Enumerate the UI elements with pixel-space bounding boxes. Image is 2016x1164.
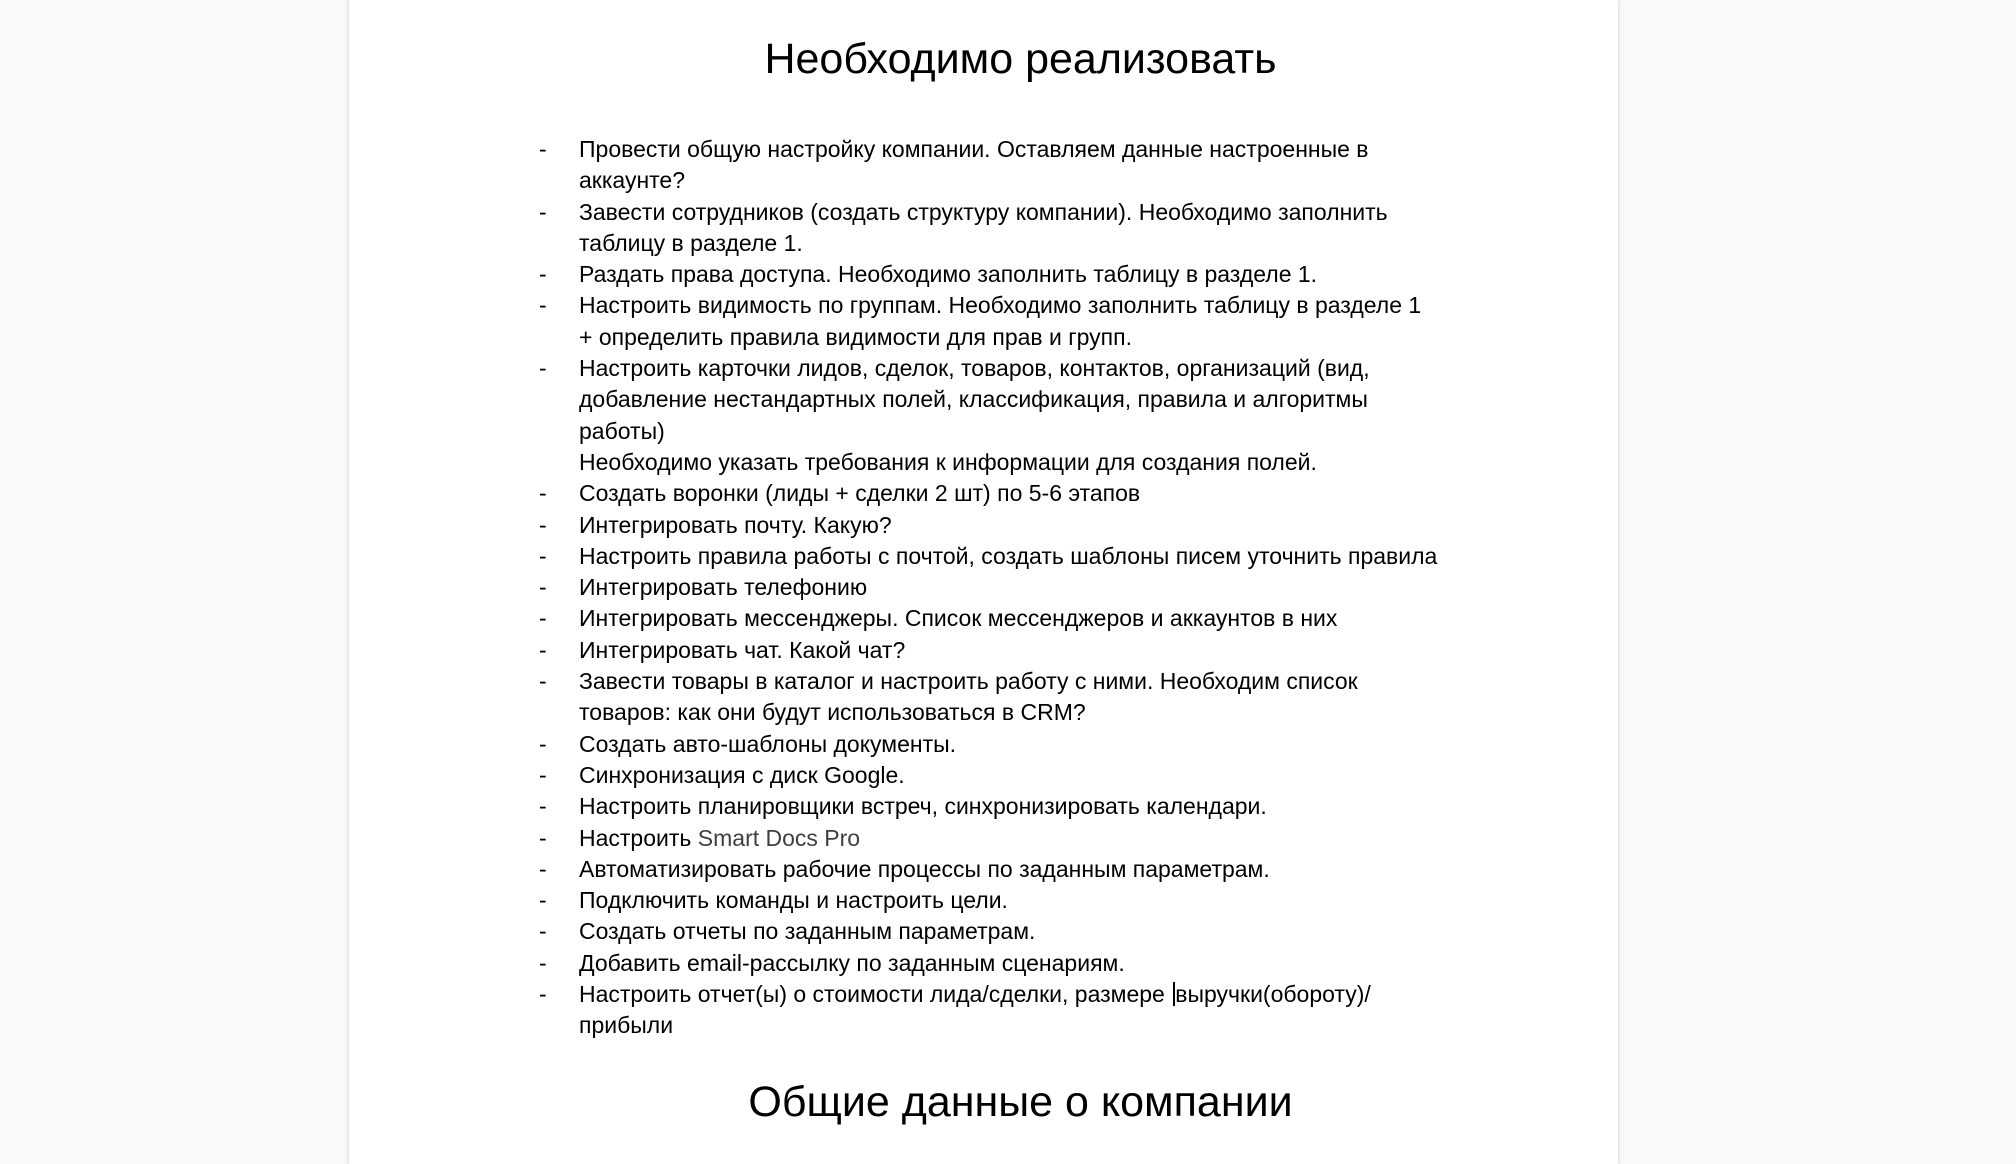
- bullet-dash: -: [539, 355, 547, 382]
- list-item-text: [579, 290, 1439, 353]
- bullet-dash: -: [539, 136, 547, 162]
- list-item: [539, 259, 1439, 290]
- bullet-dash: -: [539, 261, 547, 288]
- list-item-text: [579, 134, 1439, 197]
- list-item-label: Интегрировать чат. Какой чат?: [579, 636, 906, 663]
- list-item-label: Раздать права доступа. Необходимо заполнить таблицу в разделе 1.: [579, 261, 1318, 288]
- list-item: [539, 134, 1439, 197]
- bullet-dash: -: [539, 761, 547, 788]
- list-item: [539, 510, 1439, 541]
- list-item: [539, 916, 1439, 947]
- bullet-dash: -: [539, 574, 547, 601]
- bullet-dash: -: [539, 198, 547, 225]
- list-item: [539, 854, 1439, 885]
- list-item: [539, 885, 1439, 916]
- bullet-dash: -: [539, 793, 547, 820]
- list-item-text: [579, 478, 1439, 509]
- bullet-dash: -: [539, 511, 547, 538]
- list-item-text: [579, 948, 1439, 979]
- list-item: [539, 353, 1439, 447]
- list-item-label: Настроить отчет(ы) о стоимости лида/сделки, размере: [579, 981, 1172, 1008]
- list-item-label: Необходимо указать требования к информации для создания полей.: [579, 448, 1317, 475]
- list-item-text: [579, 885, 1439, 916]
- list-item: [539, 290, 1439, 353]
- list-item-text: [579, 603, 1439, 634]
- list-item-text: [579, 510, 1439, 541]
- bullet-dash: -: [539, 887, 547, 914]
- list-item-label: Настроить правила работы с почтой, создать шаблоны писем уточнить правила: [579, 542, 1438, 569]
- list-item: [539, 541, 1439, 572]
- list-item-text: [579, 353, 1439, 447]
- list-item-text: [579, 447, 1439, 478]
- list-item-label: Настроить карточки лидов, сделок, товаров, контактов, организаций (вид, добавление нестандартных полей, классификация, правила и алгоритмы работы): [579, 355, 1377, 444]
- list-item-brand-name: Smart Docs Pro: [697, 824, 861, 851]
- list-item-label-rest: выручки(обороту)/прибыли: [579, 981, 1371, 1039]
- list-item-label: Синхронизация с диск Google.: [579, 761, 905, 788]
- list-item-label: Подключить команды и настроить цели.: [579, 887, 1008, 914]
- document-page[interactable]: [349, 0, 1618, 1164]
- bullet-dash: -: [539, 730, 547, 757]
- bullet-dash: -: [539, 542, 547, 569]
- list-item-text: [579, 916, 1439, 947]
- list-item-label: Интегрировать телефонию: [579, 574, 868, 601]
- list-item-text: [579, 791, 1439, 822]
- list-item-text: [579, 197, 1439, 260]
- list-item-text: [579, 823, 1439, 854]
- list-item: [539, 478, 1439, 509]
- list-item-text: [579, 666, 1439, 729]
- bullet-dash: -: [539, 949, 547, 976]
- list-item-label: Автоматизировать рабочие процессы по заданным параметрам.: [579, 855, 1270, 882]
- bullet-dash: -: [539, 824, 547, 851]
- list-item: [539, 979, 1439, 1042]
- section-heading-company-data: Общие данные о компании: [748, 1078, 1293, 1126]
- list-item-label: Интегрировать почту. Какую?: [579, 511, 892, 538]
- list-item: [539, 729, 1439, 760]
- bullet-dash: -: [539, 981, 547, 1008]
- bullet-dash: -: [539, 480, 547, 507]
- list-item-label: Завести товары в каталог и настроить работу с ними. Необходим список товаров: как они будут использоваться в CRM?: [579, 668, 1365, 726]
- bullet-dash: -: [539, 292, 547, 319]
- bullet-dash: -: [539, 855, 547, 882]
- list-item-label: Провести общую настройку компании. Оставляем данные настроенные в аккаунте?: [579, 136, 1375, 194]
- list-item: [539, 948, 1439, 979]
- list-item-label: Завести сотрудников (создать структуру компании). Необходимо заполнить таблицу в разделе 1.: [579, 198, 1395, 256]
- bullet-dash: -: [539, 668, 547, 695]
- list-item: [539, 572, 1439, 603]
- list-item-text: [579, 760, 1439, 791]
- list-item: [539, 823, 1439, 854]
- bullet-dash: -: [539, 918, 547, 945]
- list-item: [539, 760, 1439, 791]
- list-item-label: Настроить планировщики встреч, синхронизировать календари.: [579, 793, 1267, 820]
- list-item-text: [579, 854, 1439, 885]
- list-item-text: [579, 541, 1439, 572]
- list-item-label: Добавить email-рассылку по заданным сценариям.: [579, 949, 1125, 976]
- list-item: [539, 791, 1439, 822]
- list-item: [539, 666, 1439, 729]
- list-item-text: [579, 259, 1439, 290]
- list-item-label: Создать авто-шаблоны документы.: [579, 730, 957, 757]
- list-item-continuation: [539, 447, 1439, 478]
- list-item: [539, 603, 1439, 634]
- list-item-label: Настроить: [579, 824, 698, 851]
- list-item-text: [579, 635, 1439, 666]
- list-item-text: [579, 979, 1439, 1042]
- list-item: [539, 197, 1439, 260]
- list-item-label: Создать отчеты по заданным параметрам.: [579, 918, 1036, 945]
- list-item-label: Создать воронки (лиды + сделки 2 шт) по 5-6 этапов: [579, 480, 1141, 507]
- list-item-label: Интегрировать мессенджеры. Список мессенджеров и аккаунтов в них: [579, 605, 1338, 632]
- list-item-label: Настроить видимость по группам. Необходимо заполнить таблицу в разделе 1 + определить правила видимости для прав и групп.: [579, 292, 1428, 350]
- list-item-text: [579, 729, 1439, 760]
- task-list: [539, 134, 1439, 1042]
- list-item-text: [579, 572, 1439, 603]
- bullet-dash: -: [539, 605, 547, 632]
- list-item: [539, 635, 1439, 666]
- bullet-dash: -: [539, 636, 547, 663]
- section-heading-tasks: Необходимо реализовать: [764, 35, 1277, 83]
